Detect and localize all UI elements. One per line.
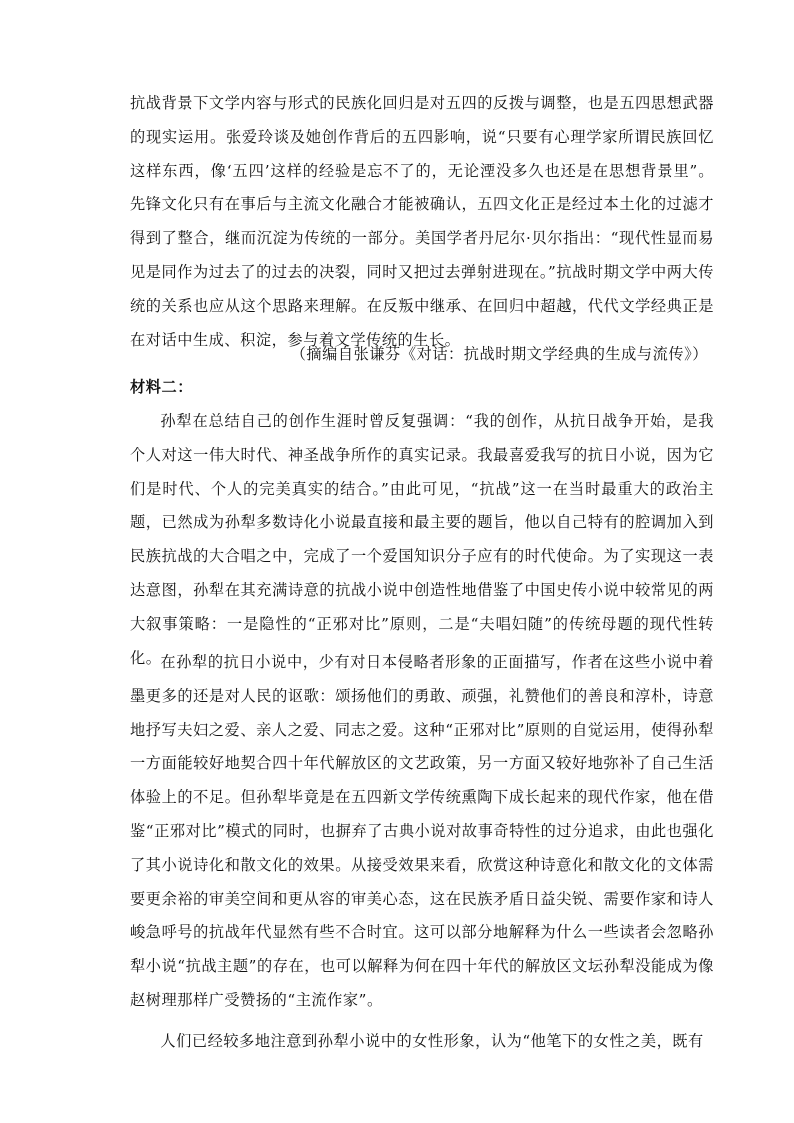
material-two-paragraph-1: 孙犁在总结自己的创作生涯时曾反复强调：“我的创作，从抗日战争开始，是我个人对这一伟大时代、神圣战争所作的真实记录。我最喜爱我写的抗日小说，因为它们是时代、个人的完美真实的结合。”由此可见，“抗战”这一在当时最重大的政治主题，已然成为孙犁多数诗化小说最直接和最主要的题旨，他以自己特有的腔调加入到民族抗战的大合唱之中，完成了一个爱国知识分子应有的时代使命。为了实现这一表达意图，孙犁在其充满诗意的抗战小说中创造性地借鉴了中国史传小说中较常见的两大叙事策略：一是隐性的“正邪对比”原则，二是“夫唱妇随”的传统母题的现代性转化。 [130, 412, 714, 667]
material-two-paragraph-3: 人们已经较多地注意到孙犁小说中的女性形象，认为“他笔下的女性之美，既有 [160, 1032, 704, 1050]
citation-source: （摘编自张谦芬《对话：抗战时期文学经典的生成与流传》） [290, 345, 708, 363]
material-one-paragraph: 抗战背景下文学内容与形式的民族化回归是对五四的反拨与调整，也是五四思想武器的现实运用。张爱玲谈及她创作背后的五四影响，说“只要有心理学家所谓民族回忆这样东西，像‘五四’这样的经验是忘不了的，无论湮没多久也还是在思想背景里”。先锋文化只有在事后与主流文化融合才能被确认，五四文化正是经过本土化的过滤才得到了整合，继而沉淀为传统的一部分。美国学者丹尼尔·贝尔指出：“现代性显而易见是同作为过去了的过去的决裂，同时又把过去弹射进现在。”抗战时期文学中两大传统的关系也应从这个思路来理解。在反叛中继承、在回归中超越，代代文学经典正是在对话中生成、积淀，参与着文学传统的生长。 [130, 94, 714, 349]
material-two-heading: 材料二： [130, 378, 193, 396]
material-two-paragraph-2: 在孙犁的抗日小说中，少有对日本侵略者形象的正面描写，作者在这些小说中着墨更多的还是对人民的讴歌：颂扬他们的勇敢、顽强，礼赞他们的善良和淳朴，诗意地抒写夫妇之爱、亲人之爱、同志之爱。这种“正邪对比”原则的自觉运用，使得孙犁一方面能较好地契合四十年代解放区的文艺政策，另一方面又较好地弥补了自己生活体验上的不足。但孙犁毕竟是在五四新文学传统熏陶下成长起来的现代作家，他在借鉴“正邪对比”模式的同时，也摒弃了古典小说对故事奇特性的过分追求，由此也强化了其小说诗化和散文化的效果。从接受效果来看，欣赏这种诗意化和散文化的文体需要更余裕的审美空间和更从容的审美心态，这在民族矛盾日益尖锐、需要作家和诗人峻急呼号的抗战年代显然有些不合时宜。这可以部分地解释为什么一些读者会忽略孙犁小说“抗战主题”的存在，也可以解释为何在四十年代的解放区文坛孙犁没能成为像赵树理那样广受赞扬的“主流作家”。 [130, 653, 714, 1009]
